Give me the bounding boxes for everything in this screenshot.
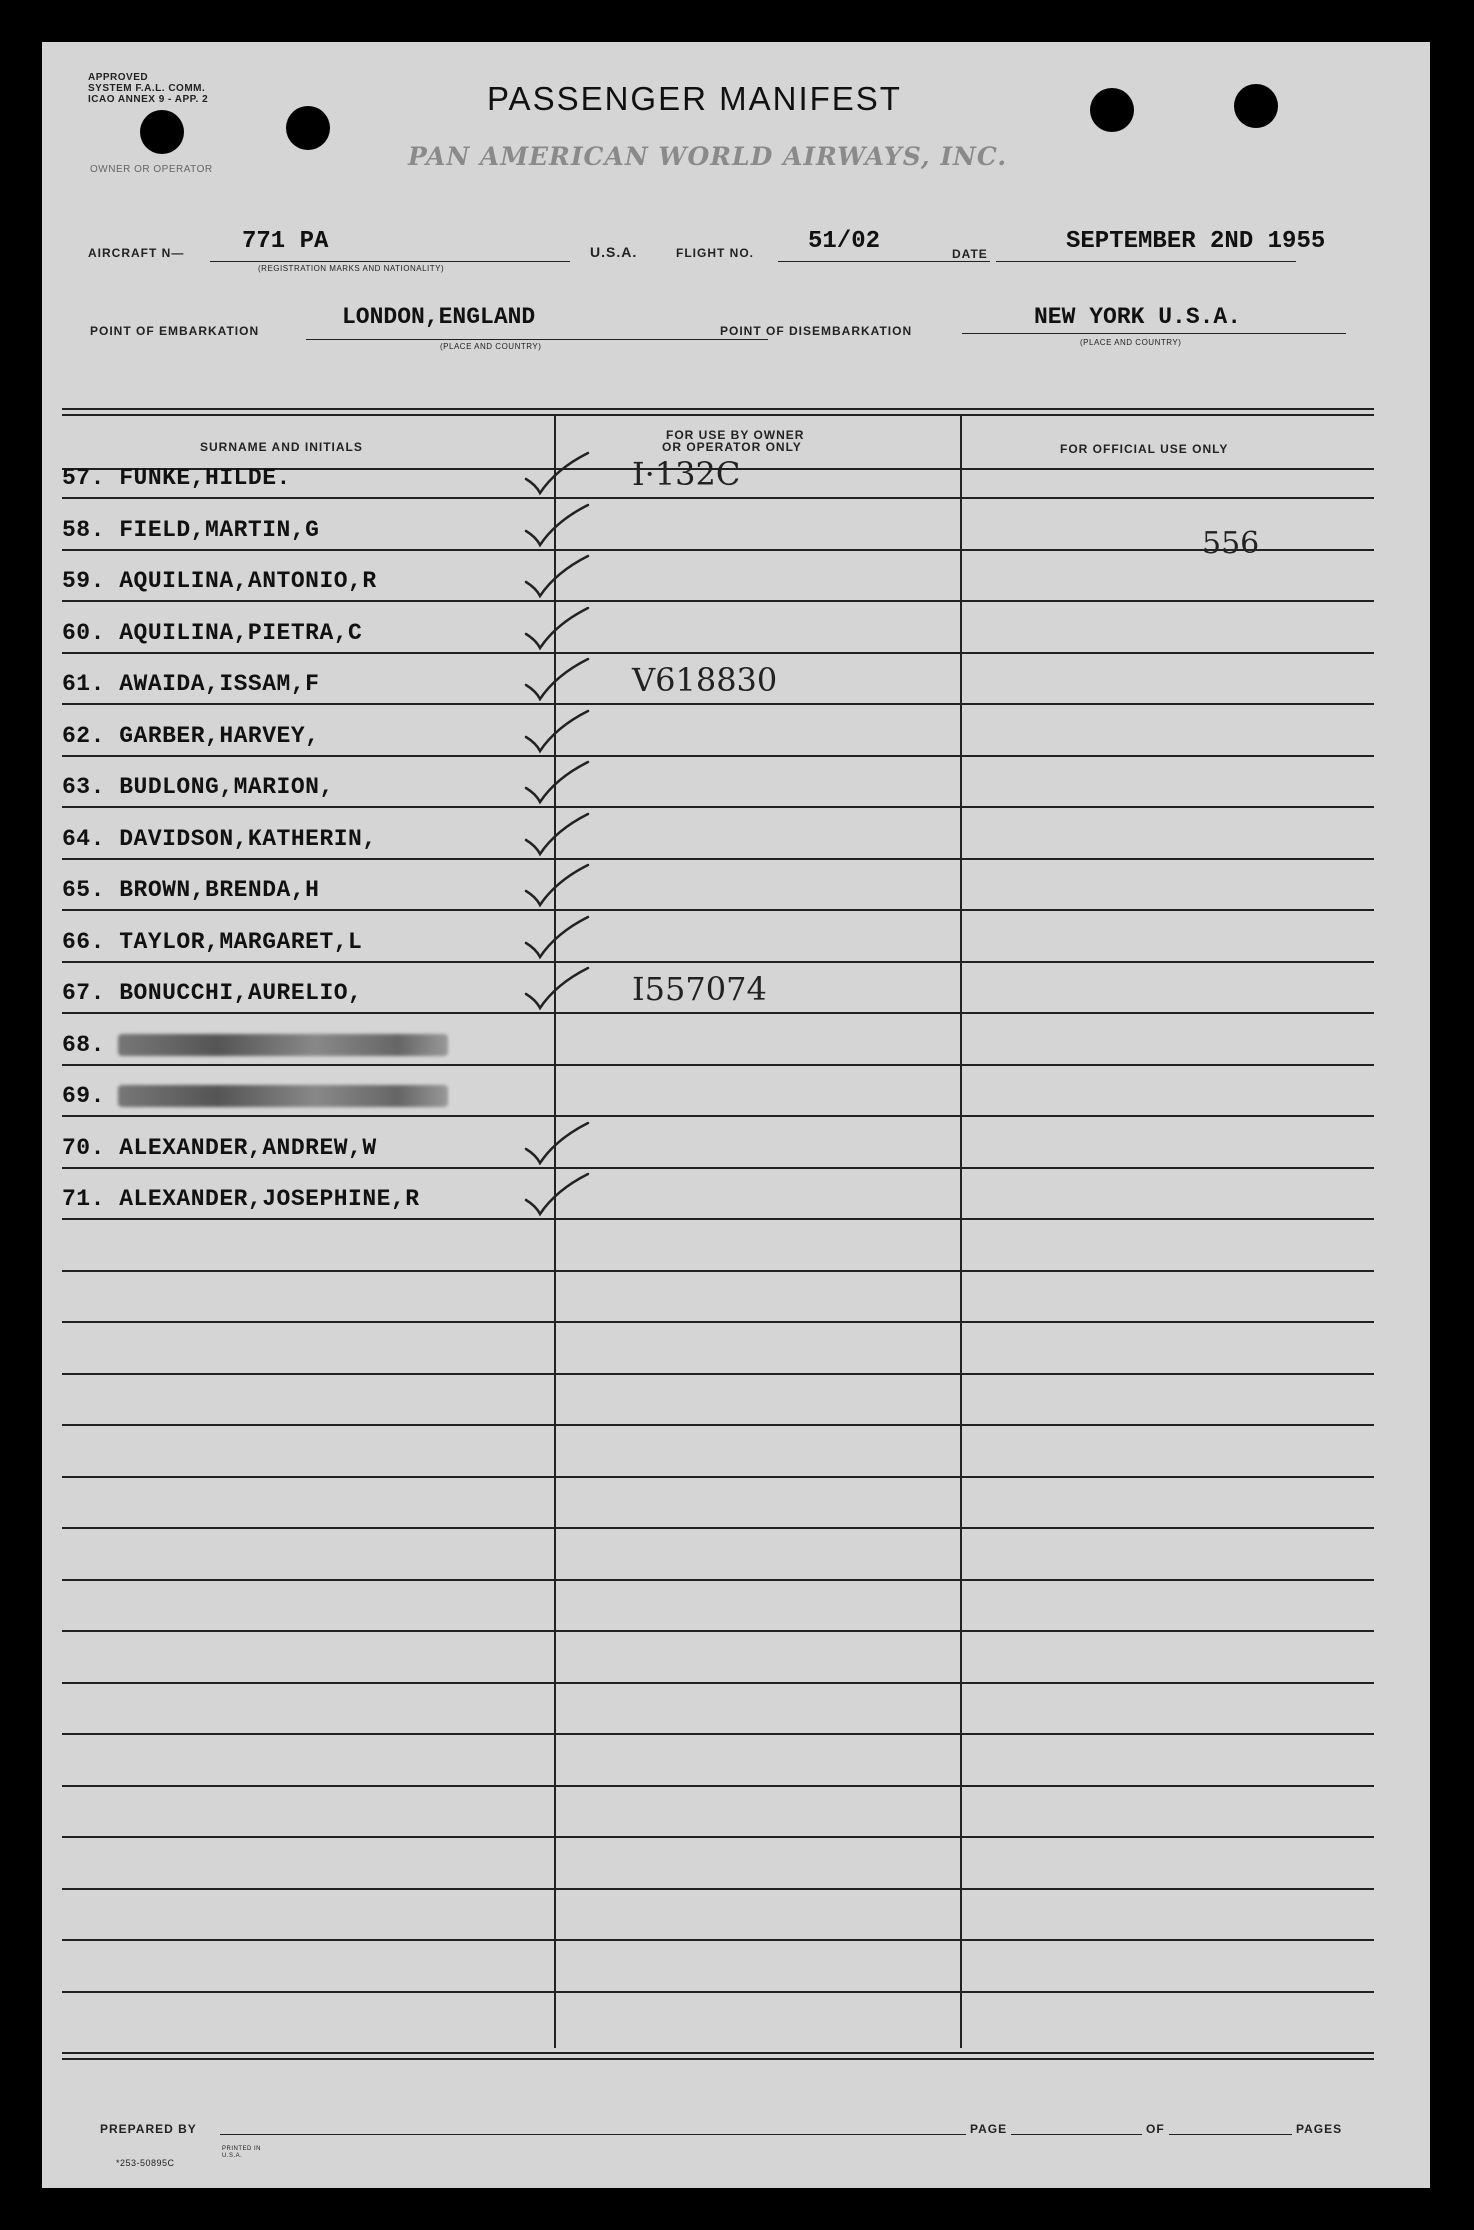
embark-label: POINT OF EMBARKATION [90,324,260,338]
checkmark-icon [522,552,592,600]
passenger-name: 71. ALEXANDER,JOSEPHINE,R [62,1186,420,1212]
table-row [62,1684,1374,1735]
passenger-name: 64. DAVIDSON,KATHERIN, [62,825,377,852]
passenger-name: 67. BONUCCHI,AURELIO, [62,980,363,1006]
checkmark-icon [522,758,592,806]
disembark-sub: (PLACE AND COUNTRY) [1080,338,1182,347]
passenger-name: 66. TAYLOR,MARGARET,L [62,928,363,955]
table-row [62,1066,1374,1117]
operator-name: PAN AMERICAN WORLD AIRWAYS, INC. [408,142,1008,171]
approval-line: ICAO ANNEX 9 - APP. 2 [88,94,209,105]
aircraft-value: 771 PA [242,228,329,255]
page-title: PASSENGER MANIFEST [487,80,902,117]
passenger-name: 69. [62,1083,105,1109]
table-row [62,1118,1374,1169]
passenger-name: 60. AQUILINA,PIETRA,C [62,619,363,646]
punch-hole [140,110,184,154]
redacted-name [118,1085,448,1107]
passenger-name: 59. AQUILINA,ANTONIO,R [62,568,377,594]
operator-note: V618830 [632,661,778,699]
table-row [62,1736,1374,1787]
usa-label: U.S.A. [590,244,638,260]
table-row [62,1530,1374,1581]
col-header-surname: SURNAME AND INITIALS [200,440,363,454]
col-header-owner-2: OR OPERATOR ONLY [662,440,802,454]
table-bottom-rule [62,2052,1374,2054]
table-row [62,860,1374,911]
table-row [62,1478,1374,1529]
approval-line: APPROVED [88,72,149,83]
table-row [62,654,1374,705]
form-number: *253-50895C [116,2158,175,2168]
table-row [62,1839,1374,1890]
pages-label: PAGES [1292,2122,1346,2136]
table-row [62,757,1374,808]
redacted-name [118,1034,448,1056]
printed-stamp: PRINTED IN U.S.A. [222,2146,262,2159]
row-rule [62,1991,1374,1993]
table-row [62,1427,1374,1478]
checkmark-icon [522,1119,592,1167]
punch-hole [286,106,330,150]
table-row [62,1015,1374,1066]
disembark-value: NEW YORK U.S.A. [1034,304,1242,330]
prepared-by-label: PREPARED BY [100,2122,197,2136]
checkmark-icon [522,604,592,652]
passenger-name: 57. FUNKE,HILDE. [62,465,291,491]
flight-value: 51/02 [808,228,881,255]
date-value: SEPTEMBER 2ND 1955 [1066,228,1326,255]
table-row [62,809,1374,860]
col-header-owner-1: FOR USE BY OWNER [666,428,805,442]
table-row [62,551,1374,602]
operator-note: I·132C [632,455,741,493]
table-row [62,706,1374,757]
table-row [62,603,1374,654]
table-row [62,1787,1374,1838]
table-top-rule [62,408,1374,410]
table-row [62,1375,1374,1426]
checkmark-icon [522,501,592,549]
passenger-name: 58. FIELD,MARTIN,G [62,516,320,543]
embark-sub: (PLACE AND COUNTRY) [440,342,542,351]
checkmark-icon [522,810,592,858]
table-row [62,1221,1374,1272]
table-row [62,963,1374,1014]
punch-hole [1090,88,1134,132]
aircraft-sub: (REGISTRATION MARKS AND NATIONALITY) [258,264,445,273]
checkmark-icon [522,655,592,703]
table-row [62,1633,1374,1684]
manifest-paper [42,42,1430,2188]
table-row [62,448,1374,499]
table-row [62,912,1374,963]
punch-hole [1234,84,1278,128]
table-row [62,1890,1374,1941]
operator-note: I557074 [632,970,767,1008]
checkmark-icon [522,707,592,755]
disembark-label: POINT OF DISEMBARKATION [720,324,913,338]
checkmark-icon [522,964,592,1012]
of-label: OF [1142,2122,1169,2136]
table-row [62,1272,1374,1323]
passenger-name: 62. GARBER,HARVEY, [62,722,320,749]
passenger-name: 63. BUDLONG,MARION, [62,774,334,800]
passenger-name: 70. ALEXANDER,ANDREW,W [62,1134,377,1161]
approval-stamp [88,72,208,105]
checkmark-icon [522,449,592,497]
passenger-name: 68. [62,1031,105,1058]
owner-label: OWNER OR OPERATOR [90,164,213,175]
flight-label: FLIGHT NO. [676,246,754,260]
table-row [62,500,1374,561]
aircraft-label: AIRCRAFT N— [88,246,185,260]
checkmark-icon [522,861,592,909]
date-label: DATE [952,247,988,261]
page-label: PAGE [966,2122,1011,2136]
passenger-name: 61. AWAIDA,ISSAM,F [62,671,320,697]
embark-value: LONDON,ENGLAND [342,304,536,330]
table-row [62,1942,1374,1993]
col-header-official: FOR OFFICIAL USE ONLY [1060,442,1229,456]
approval-line: SYSTEM F.A.L. COMM. [88,83,206,94]
table-row [62,1169,1374,1220]
official-note: 556 [1202,525,1260,561]
table-row [62,1324,1374,1375]
checkmark-icon [522,1170,592,1218]
passenger-name: 65. BROWN,BRENDA,H [62,877,320,903]
table-row [62,1581,1374,1632]
checkmark-icon [522,913,592,961]
